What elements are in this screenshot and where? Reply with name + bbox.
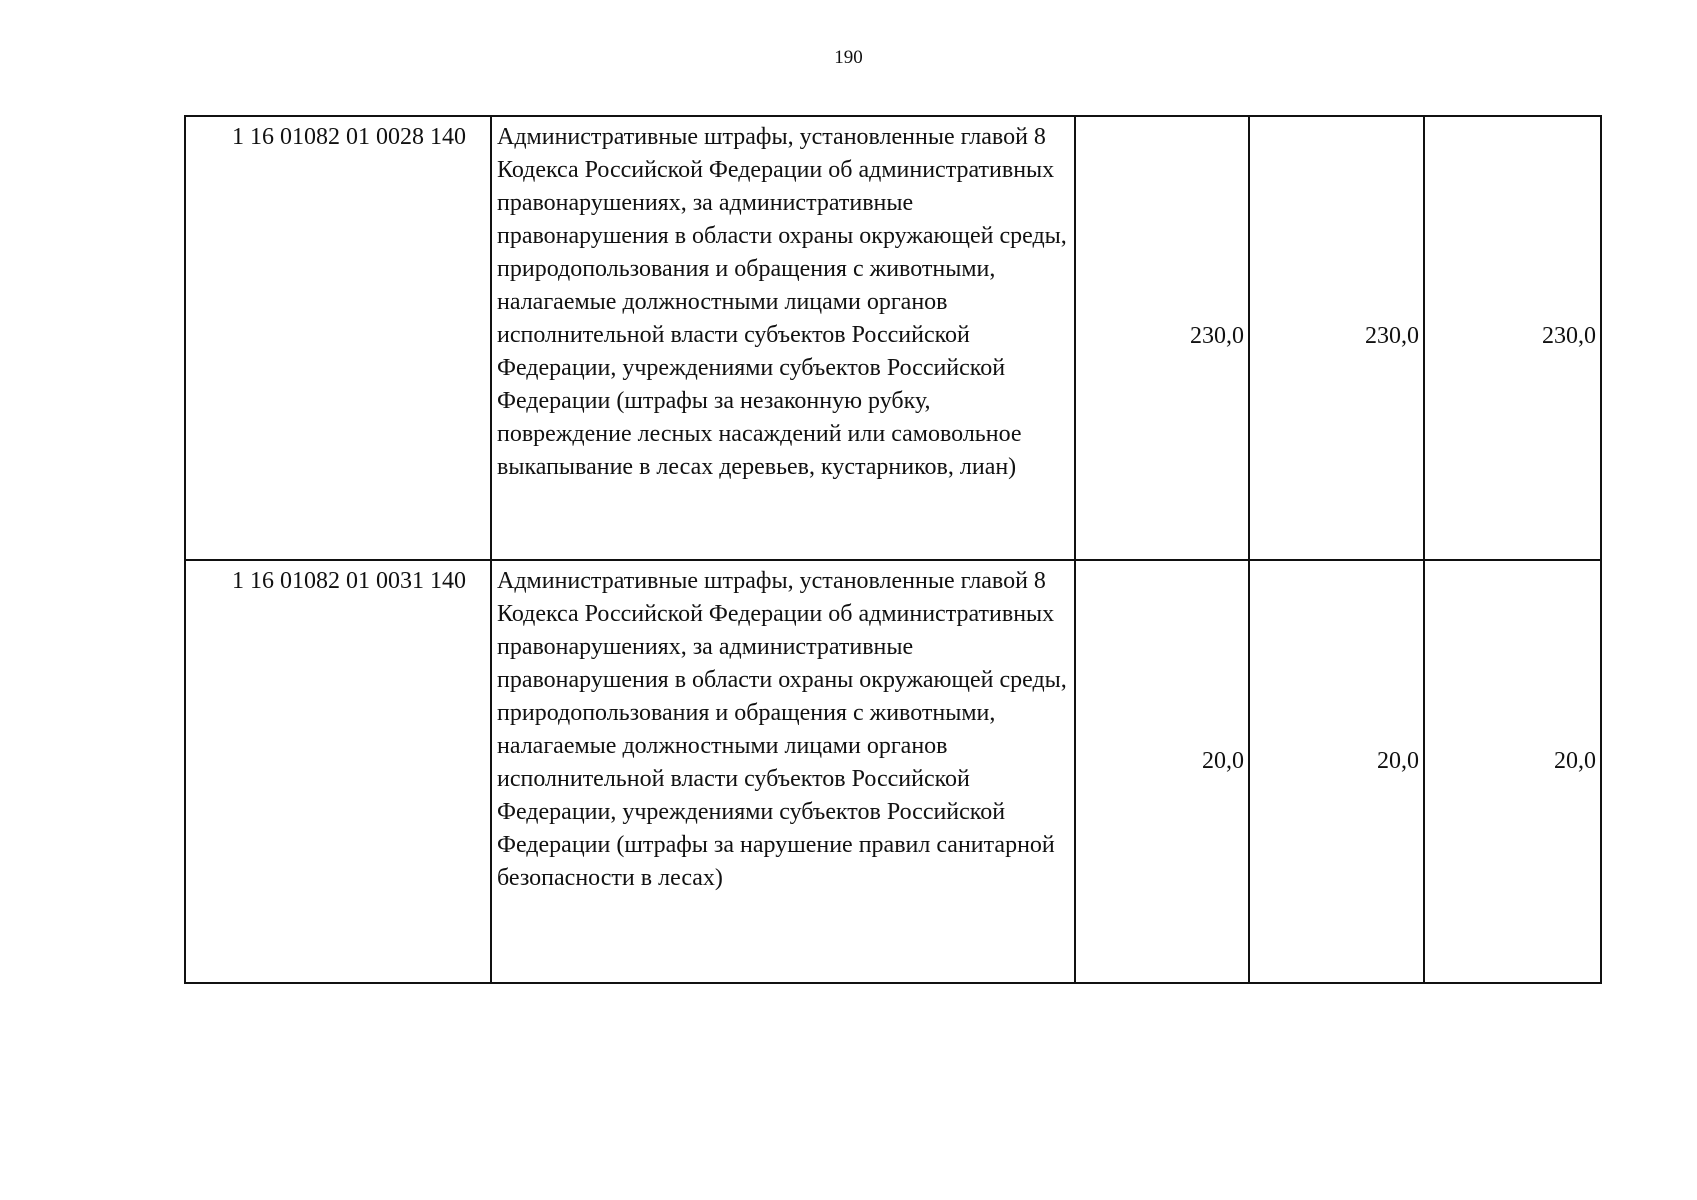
revenue-table bbox=[184, 115, 1602, 984]
amount-year-1: 20,0 bbox=[1075, 560, 1249, 983]
budget-classification-code: 1 16 01082 01 0028 140 bbox=[185, 116, 491, 560]
budget-classification-code: 1 16 01082 01 0031 140 bbox=[185, 560, 491, 983]
amount-year-1: 230,0 bbox=[1075, 116, 1249, 560]
amount-year-3: 20,0 bbox=[1424, 560, 1601, 983]
amount-year-3: 230,0 bbox=[1424, 116, 1601, 560]
amount-year-2: 230,0 bbox=[1249, 116, 1424, 560]
page-number: 190 bbox=[834, 47, 863, 68]
revenue-description: Административные штрафы, установленные главой 8 Кодекса Российской Федерации об административных правонарушениях, за административные правонарушения в области охраны окружающей среды, природопользования и обращения с животными, налагаемые должностными лицами органов исполнительной власти субъектов Российской Федерации, учреждениями субъектов Российской Федерации (штрафы за нарушение правил санитарной безопасности в лесах) bbox=[491, 560, 1075, 983]
revenue-description: Административные штрафы, установленные главой 8 Кодекса Российской Федерации об административных правонарушениях, за административные правонарушения в области охраны окружающей среды, природопользования и обращения с животными, налагаемые должностными лицами органов исполнительной власти субъектов Российской Федерации, учреждениями субъектов Российской Федерации (штрафы за незаконную рубку, повреждение лесных насаждений или самовольное выкапывание в лесах деревьев, кустарников, лиан) bbox=[491, 116, 1075, 560]
amount-year-2: 20,0 bbox=[1249, 560, 1424, 983]
table-row bbox=[185, 560, 1601, 983]
table-row bbox=[185, 116, 1601, 560]
